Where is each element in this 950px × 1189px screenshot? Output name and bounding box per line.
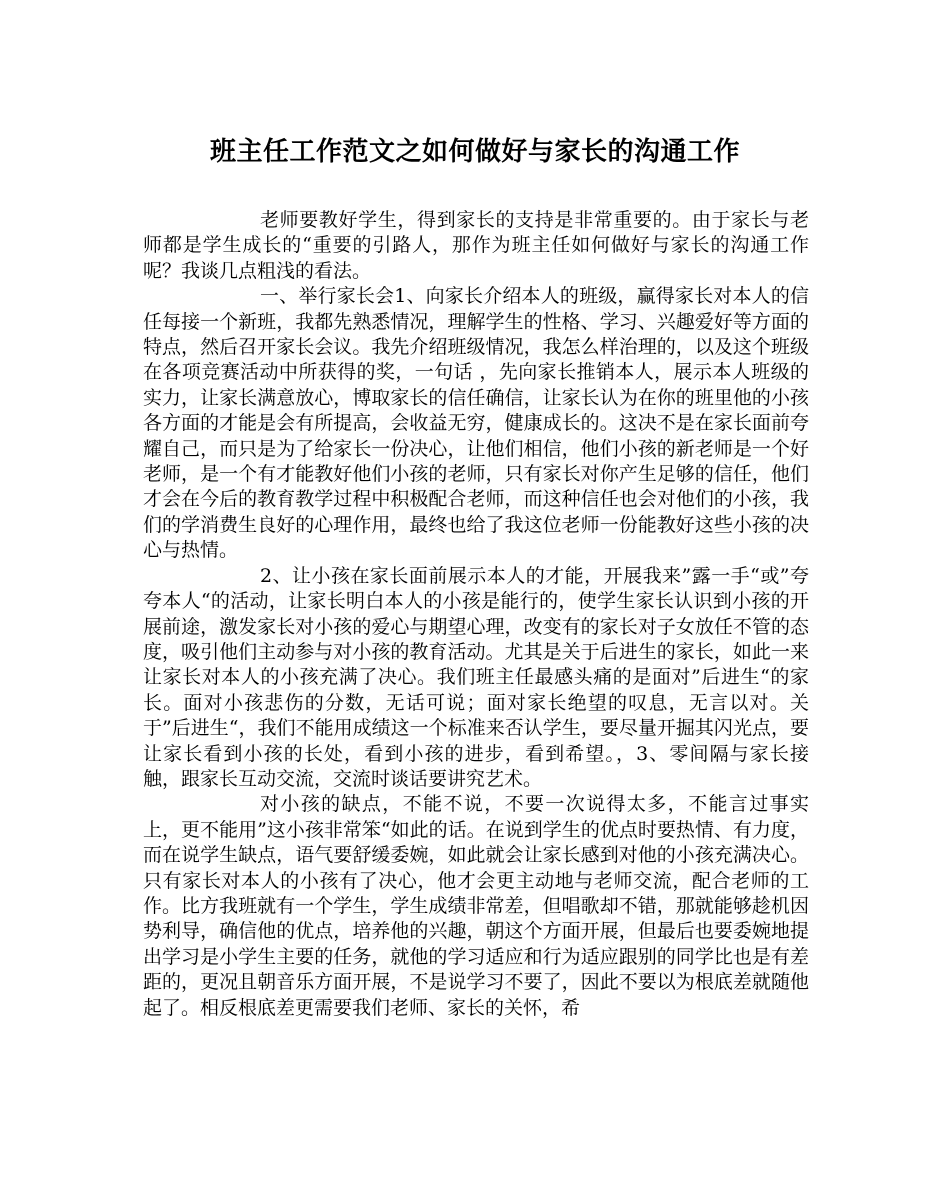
- paragraph-intro: 老师要教好学生，得到家长的支持是非常重要的。由于家长与老师都是学生成长的“重要的引路人，那作为班主任如何做好与家长的沟通工作呢？我谈几点粗浅的看法。: [143, 209, 809, 282]
- paragraph-parent-meeting: 一、举行家长会1、向家长介绍本人的班级，赢得家长对本人的信任每接一个新班，我都先熟悉情况，理解学生的性格、学习、兴趣爱好等方面的特点，然后召开家长会议。我先介绍班级情况，我怎么样治理的，以及这个班级在各项竞赛活动中所获得的奖，一句话 ，先向家长推销本人，展示本人班级的实力，让家长满意放心，博取家长的信任确信，让家长认为在你的班里他的小孩各方面的才能是会有所提高，会收益无穷，健康成长的。这决不是在家长面前夸耀自己，而只是为了给家长一份决心，让他们相信，他们小孩的新老师是一个好老师，是一个有才能教好他们小孩的老师，只有家长对你产生足够的信任，他们才会在今后的教育教学过程中积极配合老师，而这种信任也会对他们的小孩，我们的学消费生良好的心理作用，最终也给了我这位老师一份能教好这些小孩的决心与热情。: [143, 285, 809, 562]
- document-body: [143, 208, 809, 1021]
- paragraph-child-shortcomings: 对小孩的缺点，不能不说，不要一次说得太多，不能言过事实上，更不能用”这小孩非常笨“如此的话。在说到学生的优点时要热情、有力度，而在说学生缺点，语气要舒缓委婉，如此就会让家长感到对他的小孩充满决心。只有家长对本人的小孩有了决心，他才会更主动地与老师交流，配合老师的工作。比方我班就有一个学生，学生成绩非常差，但唱歌却不错，那就能够趁机因势利导，确信他的优点，培养他的兴趣，朝这个方面开展，但最后也要委婉地提出学习是小学生主要的任务，就他的学习适应和行为适应跟别的同学比也是有差距的，更况且朝音乐方面开展，不是说学习不要了，因此不要以为根底差就随他起了。相反根底差更需要我们老师、家长的关怀，希: [143, 793, 809, 1019]
- paragraph-show-talents: 2、让小孩在家长面前展示本人的才能，开展我来”露一手“或”夸夸本人“的活动，让家长明白本人的小孩是能行的，使学生家长认识到小孩的开展前途，激发家长对小孩的爱心与期望心理，改变有的家长对子女放任不管的态度，吸引他们主动参与对小孩的教育活动。尤其是关于后进生的家长，如此一来让家长对本人的小孩充满了决心。我们班主任最感头痛的是面对”后进生“的家长。面对小孩悲伤的分数，无话可说；面对家长绝望的叹息，无言以对。关于”后进生“，我们不能用成绩这一个标准来否认学生，要尽量开掘其闪光点，要让家长看到小孩的长处，看到小孩的进步，看到希望。，3、零间隔与家长接触，跟家长互动交流，交流时谈话要讲究艺术。: [143, 564, 809, 790]
- document-title: 班主任工作范文之如何做好与家长的沟通工作: [209, 137, 740, 167]
